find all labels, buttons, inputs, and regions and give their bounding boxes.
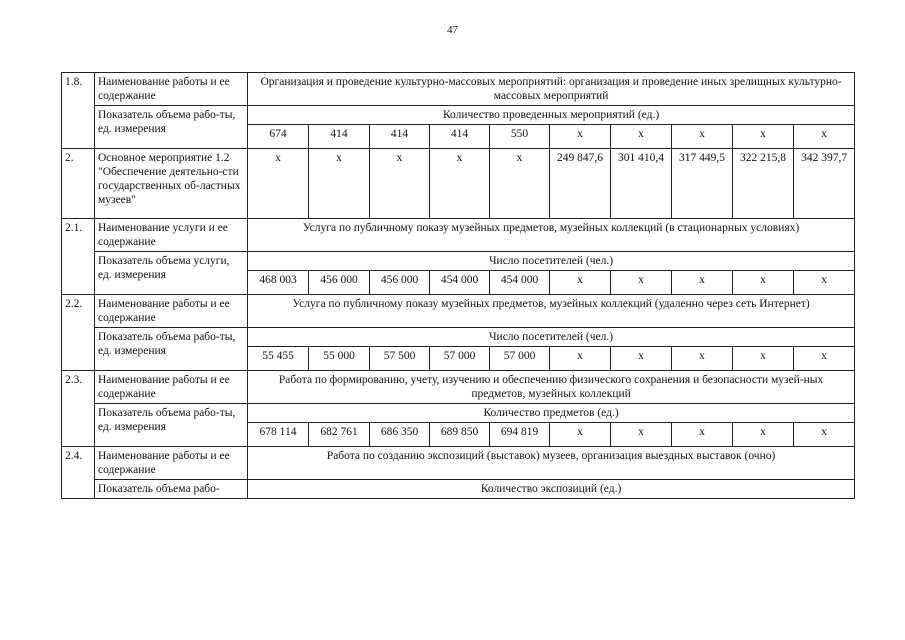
table-row — [62, 480, 855, 499]
value-cell: 682 761 — [309, 423, 370, 447]
value-cell: х — [794, 423, 855, 447]
value-cell: х — [672, 125, 733, 149]
row-number: 2.1. — [62, 219, 95, 295]
value-cell: 454 000 — [490, 271, 550, 295]
row-content: Услуга по публичному показу музейных предметов, музейных коллекций (удаленно через сеть Интернет) — [248, 295, 855, 328]
indicator-label: Показатель объема рабо-ты, ед. измерения — [95, 328, 248, 371]
value-cell: 57 000 — [430, 347, 490, 371]
value-cell: х — [733, 347, 794, 371]
value-cell: х — [794, 271, 855, 295]
row-number: 2. — [62, 149, 95, 219]
row-number: 1.8. — [62, 73, 95, 149]
value-cell: х — [672, 423, 733, 447]
row-content: Организация и проведение культурно-массовых мероприятий: организация и проведение иных зрелищных культурно-массовых мероприятий — [248, 73, 855, 106]
indicator-name: Число посетителей (чел.) — [248, 252, 855, 271]
value-cell: 550 — [490, 125, 550, 149]
value-cell: 301 410,4 — [611, 149, 672, 219]
value-cell: х — [733, 423, 794, 447]
value-cell: х — [550, 347, 611, 371]
value-cell: х — [430, 149, 490, 219]
value-cell: х — [550, 271, 611, 295]
value-cell: 674 — [248, 125, 309, 149]
value-cell: 414 — [430, 125, 490, 149]
indicator-label: Показатель объема рабо-ты, ед. измерения — [95, 106, 248, 149]
page-number: 47 — [447, 24, 458, 36]
value-cell: 694 819 — [490, 423, 550, 447]
row-content: Услуга по публичному показу музейных предметов, музейных коллекций (в стационарных условиях) — [248, 219, 855, 252]
row-number: 2.2. — [62, 295, 95, 371]
indicator-name: Количество предметов (ед.) — [248, 404, 855, 423]
value-cell: х — [550, 125, 611, 149]
row-label: Наименование работы и ее содержание — [95, 73, 248, 106]
indicator-name: Число посетителей (чел.) — [248, 328, 855, 347]
value-cell: х — [733, 271, 794, 295]
table-row — [62, 295, 855, 328]
value-cell: 686 350 — [370, 423, 430, 447]
table-row — [62, 404, 855, 423]
value-cell: х — [490, 149, 550, 219]
value-cell: 55 455 — [248, 347, 309, 371]
row-label: Основное мероприятие 1.2 "Обеспечение деятельно-сти государственных об-ластных музеев" — [95, 149, 248, 219]
table-row — [62, 149, 855, 219]
indicator-name: Количество проведенных мероприятий (ед.) — [248, 106, 855, 125]
row-content: Работа по формированию, учету, изучению и обеспечению физического сохранения и безопасности музей-ных предметов, музейных коллекций — [248, 371, 855, 404]
row-label: Наименование услуги и ее содержание — [95, 219, 248, 252]
value-cell: 57 500 — [370, 347, 430, 371]
table-row — [62, 371, 855, 404]
value-cell: х — [794, 125, 855, 149]
value-cell: х — [611, 125, 672, 149]
table-row — [62, 447, 855, 480]
value-cell: 468 003 — [248, 271, 309, 295]
table-row — [62, 219, 855, 252]
value-cell: х — [733, 125, 794, 149]
value-cell: 55 000 — [309, 347, 370, 371]
value-cell: 414 — [309, 125, 370, 149]
indicator-table — [61, 72, 855, 499]
value-cell: х — [672, 271, 733, 295]
value-cell: х — [309, 149, 370, 219]
table-row — [62, 106, 855, 125]
row-label: Наименование работы и ее содержание — [95, 295, 248, 328]
value-cell: 678 114 — [248, 423, 309, 447]
indicator-label: Показатель объема рабо- — [95, 480, 248, 499]
value-cell: 454 000 — [430, 271, 490, 295]
indicator-label: Показатель объема рабо-ты, ед. измерения — [95, 404, 248, 447]
indicator-label: Показатель объема услуги, ед. измерения — [95, 252, 248, 295]
value-cell: 456 000 — [370, 271, 430, 295]
row-label: Наименование работы и ее содержание — [95, 447, 248, 480]
value-cell: х — [611, 271, 672, 295]
value-cell: 322 215,8 — [733, 149, 794, 219]
value-cell: х — [794, 347, 855, 371]
value-cell: 249 847,6 — [550, 149, 611, 219]
row-number: 2.4. — [62, 447, 95, 499]
value-cell: х — [611, 347, 672, 371]
row-content: Работа по созданию экспозиций (выставок) музеев, организация выездных выставок (очно) — [248, 447, 855, 480]
table-row — [62, 252, 855, 271]
table-row — [62, 328, 855, 347]
row-number: 2.3. — [62, 371, 95, 447]
value-cell: 342 397,7 — [794, 149, 855, 219]
row-label: Наименование работы и ее содержание — [95, 371, 248, 404]
value-cell: 689 850 — [430, 423, 490, 447]
value-cell: х — [248, 149, 309, 219]
value-cell: 317 449,5 — [672, 149, 733, 219]
value-cell: 414 — [370, 125, 430, 149]
value-cell: х — [370, 149, 430, 219]
value-cell: х — [672, 347, 733, 371]
value-cell: х — [611, 423, 672, 447]
value-cell: х — [550, 423, 611, 447]
indicator-name: Количество экспозиций (ед.) — [248, 480, 855, 499]
value-cell: 57 000 — [490, 347, 550, 371]
table-row — [62, 73, 855, 106]
value-cell: 456 000 — [309, 271, 370, 295]
